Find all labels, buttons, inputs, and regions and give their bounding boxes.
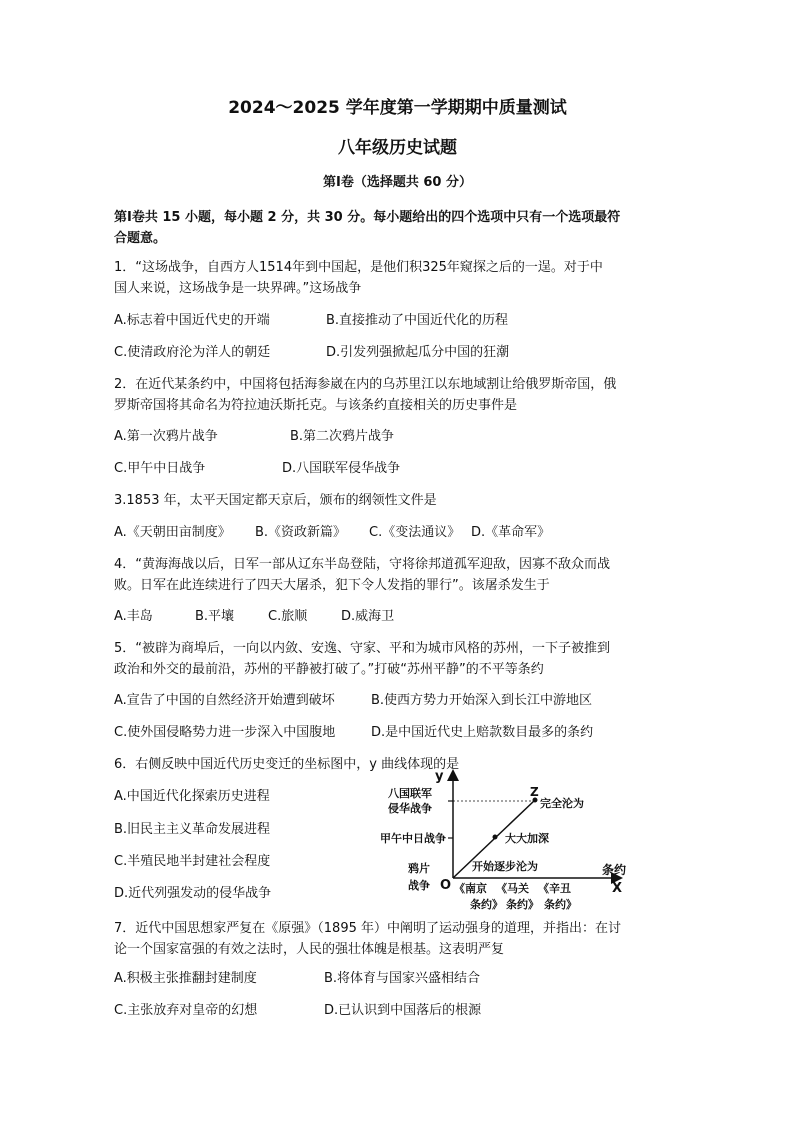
question-3-option-b: B.《资政新篇》 (255, 525, 347, 540)
question-7-option-a: A.积极主张推翻封建制度 (114, 971, 257, 986)
question-1-stem-1: 1．“这场战争，自西方人1514年到中国起，是他们积325年窥探之后的一逞。对于中 (114, 260, 603, 275)
y-label-jiawu: 甲午中日战争 (380, 832, 446, 845)
question-2-stem-2: 罗斯帝国将其命名为符拉迪沃斯托克。与该条约直接相关的历史事件是 (114, 398, 518, 413)
x-axis-label: X (612, 881, 623, 896)
section-heading: 第Ⅰ卷（选择题共 60 分） (323, 175, 472, 190)
annotation-deepen: 大大加深 (505, 832, 549, 845)
question-2-option-a: A.第一次鸦片战争 (114, 429, 218, 444)
question-4-option-c: C.旅顺 (268, 609, 308, 624)
question-5-option-d: D.是中国近代史上赔款数目最多的条约 (371, 725, 594, 740)
instructions-line-2: 合题意。 (114, 231, 167, 246)
exam-title: 2024～2025 学年度第一学期期中质量测试 (228, 98, 567, 118)
question-7-option-c: C.主张放弃对皇帝的幻想 (114, 1003, 258, 1018)
question-4-option-b: B.平壤 (195, 609, 235, 624)
x-axis-title: 条约 (602, 863, 627, 877)
question-7-option-b: B.将体育与国家兴盛相结合 (324, 971, 481, 986)
question-5-option-a: A.宣告了中国的自然经济开始遭到破坏 (114, 693, 335, 708)
instructions-line-1: 第Ⅰ卷共 15 小题，每小题 2 分，共 30 分。每小题给出的四个选项中只有一个选项最符 (114, 210, 621, 225)
question-5-option-b: B.使西方势力开始深入到长江中游地区 (371, 693, 593, 708)
x-label-nanjing-1: 《南京 (454, 882, 487, 895)
z-label: Z (530, 785, 539, 799)
question-7-option-d: D.已认识到中国落后的根源 (324, 1003, 482, 1018)
question-2-option-b: B.第二次鸦片战争 (290, 429, 395, 444)
history-coordinate-diagram (380, 764, 640, 914)
question-6-option-c: C.半殖民地半封建社会程度 (114, 854, 271, 869)
question-1-option-b: B.直接推动了中国近代化的历程 (326, 313, 509, 328)
question-6-option-a: A.中国近代化探索历史进程 (114, 789, 270, 804)
x-label-nanjing-2: 条约》 (470, 898, 503, 911)
x-label-xinchou-1: 《辛丑 (538, 882, 571, 895)
question-7-stem-2: 论一个国家富强的有效之法时，人民的强壮体魄是根基。这表明严复 (114, 942, 505, 957)
question-2-option-d: D.八国联军侵华战争 (282, 461, 401, 476)
question-1-option-c: C.使清政府沦为洋人的朝廷 (114, 345, 271, 360)
question-2-option-c: C.甲午中日战争 (114, 461, 206, 476)
question-3-stem: 3.1853 年，太平天国定都天京后，颁布的纲领性文件是 (114, 493, 437, 508)
question-6-option-d: D.近代列强发动的侵华战争 (114, 886, 272, 901)
x-label-maguan-2: 条约》 (506, 898, 539, 911)
y-axis-label: y (435, 769, 444, 784)
y-label-baguo-1: 八国联军 (388, 787, 432, 800)
question-6-stem: 6．右侧反映中国近代历史变迁的坐标图中，y 曲线体现的是 (114, 757, 460, 772)
question-6-option-b: B.旧民主主义革命发展进程 (114, 822, 271, 837)
curve-point (493, 835, 498, 840)
question-1-option-d: D.引发列强掀起瓜分中国的狂潮 (326, 345, 510, 360)
x-label-xinchou-2: 条约》 (544, 898, 577, 911)
question-4-option-a: A.丰岛 (114, 609, 153, 624)
question-5-stem-1: 5．“被辟为商埠后，一向以内敛、安逸、守家、平和为城市风格的苏州，一下子被推到 (114, 641, 611, 656)
origin-label: O (440, 878, 452, 893)
exam-subtitle: 八年级历史试题 (338, 138, 457, 158)
question-7-stem-1: 7．近代中国思想家严复在《原强》（1895 年）中阐明了运动强身的道理，并指出：在讨 (114, 921, 621, 936)
question-2-stem-1: 2．在近代某条约中，中国将包括海参崴在内的乌苏里江以东地域割让给俄罗斯帝国，俄 (114, 377, 617, 392)
question-5-option-c: C.使外国侵略势力进一步深入中国腹地 (114, 725, 336, 740)
question-5-stem-2: 政治和外交的最前沿，苏州的平静被打破了。”打破“苏州平静”的不平等条约 (114, 662, 544, 677)
question-1-option-a: A.标志着中国近代史的开端 (114, 313, 270, 328)
y-label-baguo-2: 侵华战争 (388, 802, 432, 815)
question-1-stem-2: 国人来说，这场战争是一块界碑。”这场战争 (114, 281, 362, 296)
question-3-option-a: A.《天朝田亩制度》 (114, 525, 231, 540)
annotation-complete: 完全沦为 (540, 797, 584, 810)
question-4-stem-2: 败。日军在此连续进行了四天大屠杀，犯下令人发指的罪行”。该屠杀发生于 (114, 578, 550, 593)
question-4-stem-1: 4．“黄海海战以后，日军一部从辽东半岛登陆，守将徐邦道孤军迎敌，因寡不敌众而战 (114, 557, 611, 572)
y-label-yapian-1: 鸦片 (408, 862, 430, 875)
question-4-option-d: D.威海卫 (341, 609, 395, 624)
annotation-start: 开始逐步沦为 (472, 860, 538, 873)
x-label-maguan-1: 《马关 (496, 882, 529, 895)
question-3-option-d: D.《革命军》 (471, 525, 551, 540)
question-3-option-c: C.《变法通议》 (369, 525, 461, 540)
y-label-yapian-2: 战争 (408, 879, 430, 892)
